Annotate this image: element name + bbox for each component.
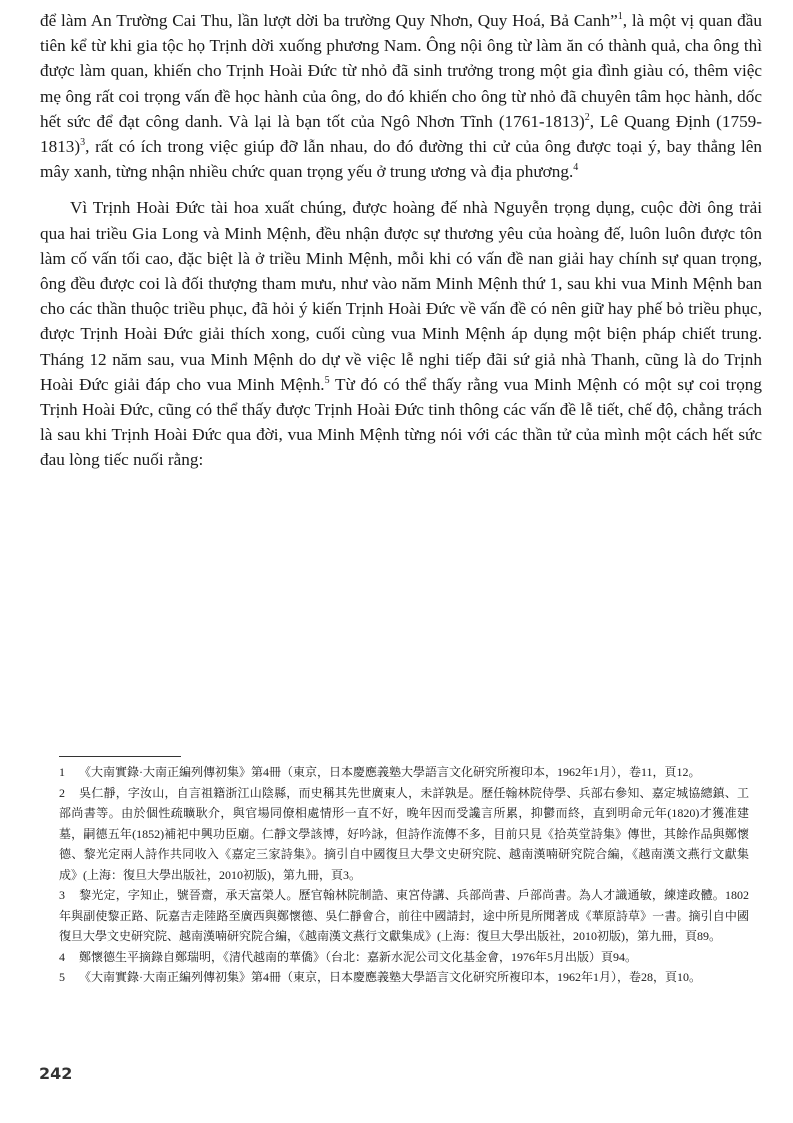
body-text (40, 8, 762, 484)
paragraph-text: , rất có ích trong việc giúp đỡ lẫn nhau, do đó đường thi cử của ông được toại ý, bay thẳng lên mây xanh, từng nhận nhiều chức quan trọng yếu ở trung ương và địa phương. (40, 137, 762, 182)
footnote-text: 黎光定，字知止，號晉齋，承天富榮人。歷官翰林院制誥、東宮侍講、兵部尚書、戶部尚書。為人才識通敏，練達政體。1802年與副使黎正路、阮嘉吉走陸路至廣西與鄭懷德、吳仁靜會合，前往中國請封，途中所見所聞著成《華原詩草》一書。摘引自中國復旦大學文史研究院、越南漢喃研究院合編，《越南漢文燕行文獻集成》(上海：復旦大學出版社，2010初版)，第九冊，頁89。 (59, 888, 749, 943)
footnote-1 (59, 762, 749, 783)
footnote-3 (59, 885, 749, 947)
footnote-number: 4 (59, 949, 65, 964)
paragraph-text: để làm An Trường Cai Thu, lần lượt dời ba trường Quy Nhơn, Quy Hoá, Bả Canh” (40, 11, 618, 30)
paragraph-text: Từ đó có thể thấy rằng vua Minh Mệnh có một sự coi trọng Trịnh Hoài Đức, cũng có thể thấy được Trịnh Hoài Đức tinh thông các vấn đề lễ tiết, chế độ, chẳng trách là sau khi Trịnh Hoài Đức qua đời, vua Minh Mệnh từng nói với các thần tử của mình một cách hết sức đau lòng tiếc nuối rằng: (40, 374, 762, 470)
paragraph-1 (40, 8, 762, 184)
footnote-number: 1 (59, 765, 65, 779)
footnote-5 (59, 967, 749, 988)
footnotes (59, 762, 749, 988)
paragraph-text: Vì Trịnh Hoài Đức tài hoa xuất chúng, được hoàng đế nhà Nguyễn trọng dụng, cuộc đời ông trải qua hai triều Gia Long và Minh Mệnh, đều nhận được sự thương yêu của hoàng đế, luôn luôn được tôn làm cố vấn tối cao, đặc biệt là ở triều Minh Mệnh, mỗi khi có vấn đề nan giải hay chính sự quan trọng, ông đều được coi là đối thượng tham mưu, như vào năm Minh Mệnh thứ 1, sau khi vua Minh Mệnh ban cho các thần thuộc triều phục, đã hỏi ý kiến Trịnh Hoài Đức về vấn đề có nên giữ hay phế bỏ triều phục, được Trịnh Hoài Đức giải thích xong, cuối cùng vua Minh Mệnh áp dụng một biện pháp chiết trung. Tháng 12 năm sau, vua Minh Mệnh do dự về việc lễ nghi tiếp đãi sứ giả nhà Thanh, cũng là do Trịnh Hoài Đức giải đáp cho vua Minh Mệnh. (40, 198, 762, 394)
footnote-ref-1[interactable]: 1 (617, 11, 623, 22)
footnote-ref-4[interactable]: 4 (573, 162, 579, 174)
paragraph-text: , Lê Quang Định (1759-1813) (40, 111, 763, 157)
footnote-text: 《大南實錄·大南正編列傳初集》第4冊（東京，日本慶應義塾大學語言文化研究所複印本，1962年1月），卷11，頁12。 (79, 765, 701, 779)
footnote-ref-5[interactable]: 5 (324, 374, 330, 386)
paragraph-text: , là một vị quan đầu tiên kể từ khi gia tộc họ Trịnh dời xuống phương Nam. Ông nội ông từ làm ăn có thành quả, cha ông thì được làm quan, khiến cho Trịnh Hoài Đức từ nhỏ đã sinh trưởng trong một gia đình giàu có, thêm việc mẹ ông rất coi trọng vấn đề học hành của ông, do đó khiến cho ông từ nhỏ đã chuyên tâm học hành, dốc hết sức để đạt công danh. Và lại là bạn tốt của Ngô Nhơn Tĩnh (1761-1813) (40, 11, 762, 131)
footnote-text: 吳仁靜，字汝山，自言祖籍浙江山陰縣，而史稱其先世廣東人，未詳孰是。歷任翰林院侍學、兵部右參知、嘉定城協總鎮、工部尚書等。由於個性疏曠耿介，與官場同僚相處情形一直不好，晚年因而受讒言所累，抑鬱而終，直到明命元年(1820)才獲准建墓，嗣德五年(1852)補祀中興功臣廟。仁靜文學該博，好吟詠，但詩作流傳不多，目前只見《拾英堂詩集》傳世，其餘作品與鄭懷德、黎光定兩人詩作共同收入《嘉定三家詩集》。摘引自中國復旦大學文史研究院、越南漢喃研究院合編，《越南漢文燕行文獻集成》(上海：復旦大學出版社，2010初版)，第九冊，頁3。 (59, 785, 749, 882)
footnote-2 (59, 783, 749, 886)
footnote-text: 《大南實錄·大南正編列傳初集》第4冊（東京，日本慶應義塾大學語言文化研究所複印本，1962年1月），卷28，頁10。 (79, 970, 702, 984)
footnote-4 (59, 947, 749, 968)
footnote-number: 3 (59, 888, 65, 902)
footnote-number: 5 (59, 970, 65, 984)
footnote-text: 鄭懷德生平摘錄自鄭瑞明，《清代越南的華僑》（台北：嘉新水泥公司文化基金會，1976年5月出版）頁94。 (79, 949, 638, 964)
paragraph-2 (40, 195, 762, 472)
footnote-separator (59, 756, 181, 757)
page-number: 242 (39, 1064, 73, 1083)
footnote-ref-2[interactable]: 2 (584, 111, 590, 123)
footnote-number: 2 (59, 785, 65, 800)
footnote-ref-3[interactable]: 3 (80, 137, 86, 149)
